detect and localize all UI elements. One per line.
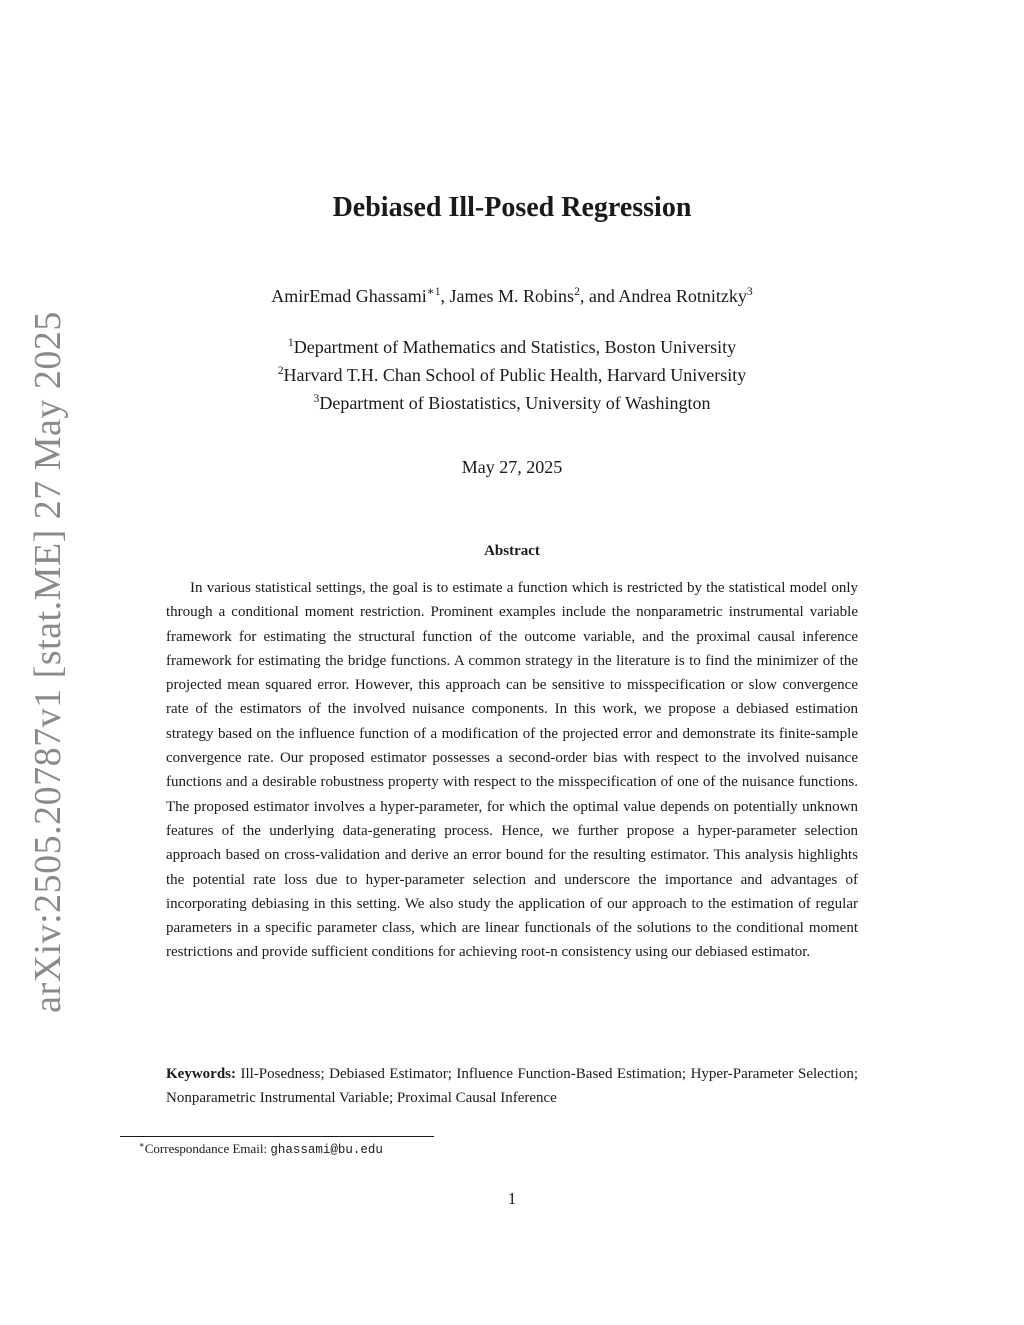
affiliation-mark: 2	[277, 364, 284, 377]
author-mark: 2	[574, 285, 580, 298]
author-name: Andrea Rotnitzky	[618, 286, 747, 306]
author-separator: ,	[440, 286, 450, 306]
correspondence-email[interactable]: ghassami@bu.edu	[270, 1143, 383, 1157]
affiliation	[0, 389, 1024, 417]
publication-date: May 27, 2025	[461, 457, 563, 477]
page-number: 1	[507, 1189, 517, 1208]
affiliation-mark: 3	[313, 392, 320, 405]
affiliation	[0, 361, 1024, 389]
affiliation	[0, 333, 1024, 361]
keywords-label: Keywords:	[166, 1066, 236, 1082]
author-mark: 3	[746, 285, 753, 298]
footnote-divider	[120, 1136, 434, 1137]
affiliation-text: Harvard T.H. Chan School of Public Health, Harvard University	[283, 365, 747, 385]
keywords	[166, 1062, 858, 1110]
abstract-body: In various statistical settings, the goal is to estimate a function which is restricted by the statistical model only through a conditional moment restriction. Prominent examples include the nonparametric instrumental variable framework for estimating the structural function of the outcome variable, and the proximal causal inference framework for estimating the bridge functions. A common strategy in the literature is to find the minimizer of the projected mean squared error. However, this approach can be sensitive to misspecification or slow convergence rate of the estimators of the involved nuisance components. In this work, we propose a debiased estimation strategy based on the influence function of a modification of the projected error and demonstrate its finite-sample convergence rate. Our proposed estimator possesses a second-order bias with respect to the involved nuisance functions and a desirable robustness property with respect to the misspecification of one of the nuisance functions. The proposed estimator involves a hyper-parameter, for which the optimal value depends on potentially unknown features of the underlying data-generating process. Hence, we further propose a hyper-parameter selection approach based on cross-validation and derive an error bound for the resulting estimator. This analysis highlights the potential rate loss due to hyper-parameter selection and underscore the importance and advantages of incorporating debiasing in this setting. We also study the application of our approach to the estimation of regular parameters in a specific parameter class, which are linear functionals of the solutions to the conditional moment restrictions and provide sufficient conditions for achieving root-n consistency using our debiased estimator.	[166, 580, 858, 961]
author-list	[0, 286, 1024, 307]
author-name: James M. Robins	[449, 286, 575, 306]
keywords-text: Ill-Posedness; Debiased Estimator; Influence Function-Based Estimation; Hyper-Parameter Selection; Nonparametric Instrumental Variable; Proximal Causal Inference	[166, 1066, 859, 1106]
footnote-mark: ∗	[139, 1139, 145, 1150]
affiliation-list	[0, 333, 1024, 417]
author-separator: , and	[579, 286, 619, 306]
correspondence-footnote	[139, 1141, 383, 1157]
affiliation-mark: 1	[287, 336, 294, 349]
abstract-heading: Abstract	[484, 543, 540, 559]
author-mark: ∗1	[426, 285, 441, 298]
affiliation-text: Department of Biostatistics, University of Washington	[319, 393, 711, 413]
author-name: AmirEmad Ghassami	[271, 286, 427, 306]
paper-title: Debiased Ill-Posed Regression	[332, 192, 692, 223]
footnote-label: Correspondance Email:	[144, 1141, 271, 1156]
affiliation-text: Department of Mathematics and Statistics, Boston University	[293, 337, 737, 357]
arxiv-identifier-stamp: arXiv:2505.20787v1 [stat.ME] 27 May 2025	[27, 311, 69, 1013]
